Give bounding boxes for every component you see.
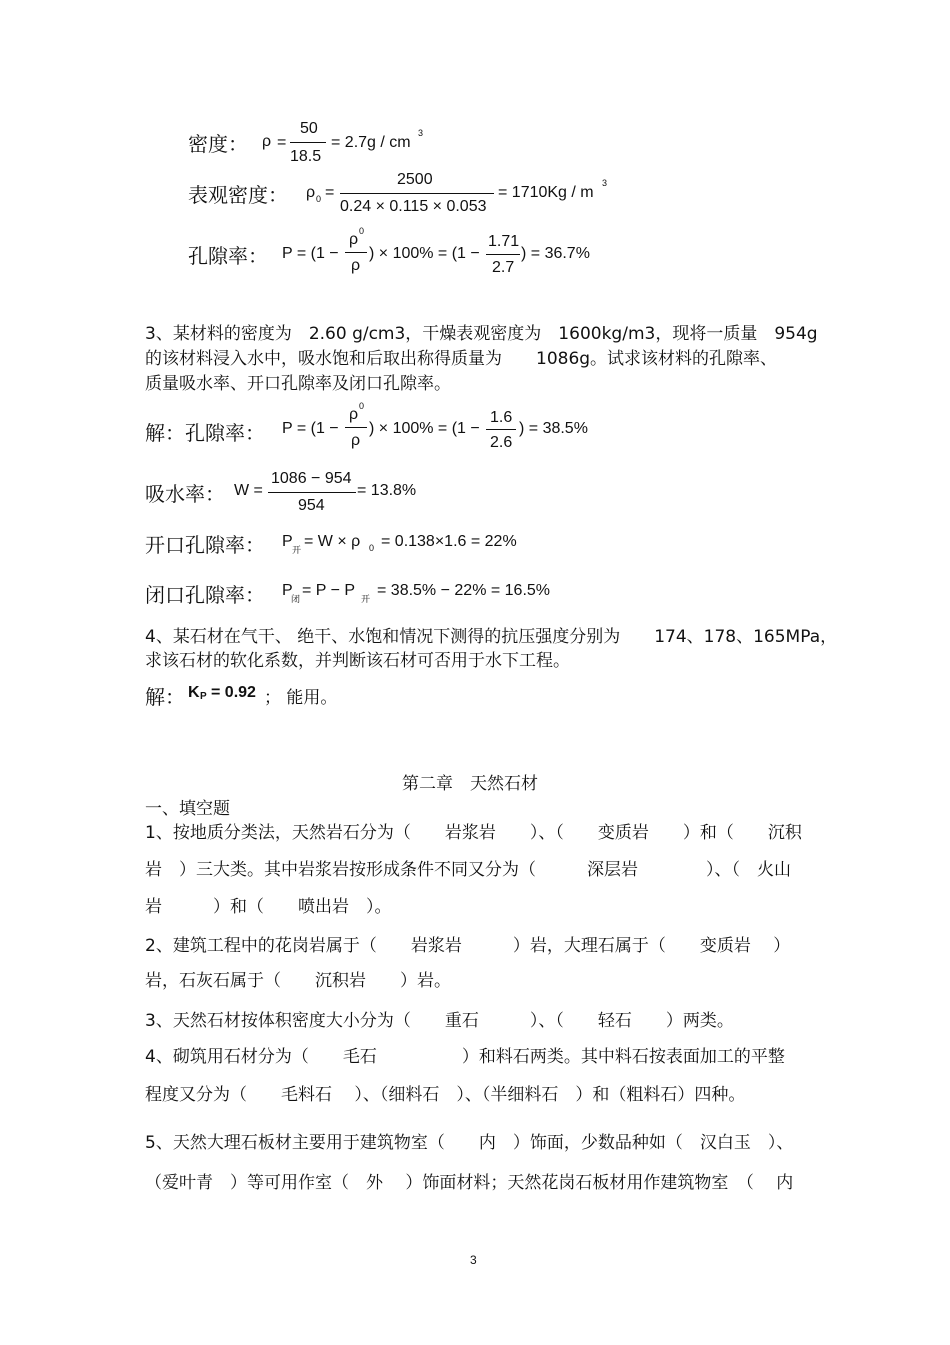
- q4-line-1: 4、某石材在气干、 绝干、水饱和情况下测得的抗压强度分别为 174、178、165MPa，: [145, 627, 838, 647]
- sol3-closed-mid: = P − P: [302, 582, 356, 599]
- porosity-mid: ) × 100% = (1 −: [369, 245, 480, 262]
- sol3-w-bar: [268, 492, 356, 493]
- sol3-p-num: ρ: [349, 406, 359, 423]
- apparent-rho-subscript: 0: [316, 194, 322, 204]
- sol3-p-num2: 1.6: [490, 409, 513, 426]
- fill-line-4: 2、建筑工程中的花岗岩属于（ 岩浆岩 ）岩，大理石属于（ 变质岩 ）: [145, 936, 791, 956]
- q4-answer-k: K: [188, 684, 200, 701]
- fill-line-3: 岩 ）和（ 喷出岩 ）。: [145, 897, 392, 917]
- porosity-den2: 2.7: [492, 259, 515, 276]
- q3-line-2: 的该材料浸入水中，吸水饱和后取出称得质量为 1086g。试求该材料的孔隙率、: [145, 349, 778, 369]
- density-label: 密度：: [188, 132, 248, 156]
- sol3-closed-sub: 闭: [291, 594, 301, 604]
- q4-answer-sub: P: [200, 691, 207, 702]
- sol3-p-mid: ) × 100% = (1 −: [369, 420, 480, 437]
- density-superscript: 3: [418, 128, 424, 138]
- q4-answer-value: = 0.92: [211, 684, 256, 701]
- fill-line-5: 岩，石灰石属于（ 沉积岩 ）岩。: [145, 971, 451, 991]
- sol3-closed-label: 闭口孔隙率：: [145, 583, 265, 607]
- porosity-frac-bar: [345, 252, 367, 253]
- density-rho: ρ: [262, 133, 272, 150]
- porosity-frac-den: ρ: [351, 257, 361, 274]
- q3-line-3: 质量吸水率、开口孔隙率及闭口孔隙率。: [145, 374, 451, 394]
- apparent-fraction-bar: [340, 193, 494, 194]
- porosity-frac-bar2: [486, 254, 520, 255]
- sol3-water-label: 吸水率：: [145, 482, 225, 506]
- sol3-p-bar: [345, 427, 367, 428]
- sol3-p-num-sup: 0: [359, 401, 365, 411]
- sol3-p-den2: 2.6: [490, 434, 513, 451]
- sol3-open-result: = 0.138×1.6 = 22%: [381, 533, 517, 550]
- q4-line-2: 求该石材的软化系数，并判断该石材可否用于水下工程。: [145, 651, 570, 671]
- sol3-p-result: ) = 38.5%: [519, 420, 588, 437]
- sol3-open-sub: 开: [292, 545, 302, 555]
- sol3-w-den: 954: [298, 497, 325, 514]
- porosity-frac-num-sup: 0: [359, 226, 365, 236]
- q3-line-1: 3、某材料的密度为 2.60 g/cm3，干燥表观密度为 1600kg/m3，现将一质量 954g: [145, 324, 818, 344]
- sol3-w-result: = 13.8%: [357, 482, 417, 499]
- density-result: = 2.7g / cm: [331, 134, 411, 151]
- section-heading: 一、填空题: [145, 799, 230, 819]
- density-numerator: 50: [300, 120, 318, 137]
- porosity-result: ) = 36.7%: [521, 245, 590, 262]
- sol3-p-den: ρ: [351, 432, 361, 449]
- fill-line-9: 5、天然大理石板材主要用于建筑物室（ 内 ）饰面，少数品种如（ 汉白玉 ）、: [145, 1133, 794, 1153]
- fill-line-1: 1、按地质分类法，天然岩石分为（ 岩浆岩 ）、（ 变质岩 ）和（ 沉积: [145, 823, 802, 843]
- chapter-title: 第二章 天然石材: [402, 774, 538, 794]
- fill-line-8: 程度又分为（ 毛料石 ）、（细料石 ）、（半细料石 ）和（粗料石）四种。: [145, 1085, 746, 1105]
- page-number: 3: [470, 1253, 477, 1267]
- apparent-rho: ρ: [306, 184, 316, 201]
- apparent-numerator: 2500: [397, 171, 433, 188]
- sol3-open-eq: = W × ρ: [304, 533, 361, 550]
- density-eq: =: [277, 134, 287, 151]
- q4-answer-suffix: ； 能用。: [264, 688, 338, 708]
- density-fraction-bar: [290, 142, 326, 143]
- porosity-frac-num: ρ: [349, 231, 359, 248]
- q4-answer-prefix: 解：: [145, 685, 185, 709]
- sol3-w-lhs: W =: [234, 482, 263, 499]
- sol3-p-lhs: P = (1 −: [282, 420, 339, 437]
- porosity-lhs: P = (1 −: [282, 245, 339, 262]
- apparent-superscript: 3: [602, 178, 608, 188]
- porosity-num2: 1.71: [488, 233, 520, 250]
- sol3-porosity-label: 解：孔隙率：: [145, 421, 265, 445]
- sol3-open-p: P: [282, 533, 293, 550]
- apparent-density-label: 表观密度：: [188, 183, 288, 207]
- sol3-closed-sub2: 开: [361, 594, 371, 604]
- fill-line-7: 4、砌筑用石材分为（ 毛石 ）和料石两类。其中料石按表面加工的平整: [145, 1047, 785, 1067]
- fill-line-2: 岩 ）三大类。其中岩浆岩按形成条件不同又分为（ 深层岩 ）、（ 火山: [145, 860, 791, 880]
- apparent-eq: =: [325, 184, 335, 201]
- sol3-open-sub0: 0: [369, 543, 375, 553]
- sol3-w-num: 1086 − 954: [271, 470, 352, 487]
- sol3-p-bar2: [486, 429, 516, 430]
- apparent-denominator: 0.24 × 0.115 × 0.053: [340, 198, 487, 215]
- sol3-open-label: 开口孔隙率：: [145, 533, 265, 557]
- porosity-label: 孔隙率：: [188, 244, 268, 268]
- fill-line-10: （爱叶青 ）等可用作室（ 外 ）饰面材料；天然花岗石板材用作建筑物室 （ 内: [145, 1173, 794, 1193]
- density-denominator: 18.5: [290, 148, 322, 165]
- sol3-closed-p: P: [282, 582, 293, 599]
- apparent-result: = 1710Kg / m: [498, 184, 594, 201]
- sol3-closed-result: = 38.5% − 22% = 16.5%: [377, 582, 551, 599]
- fill-line-6: 3、天然石材按体积密度大小分为（ 重石 ）、（ 轻石 ）两类。: [145, 1011, 734, 1031]
